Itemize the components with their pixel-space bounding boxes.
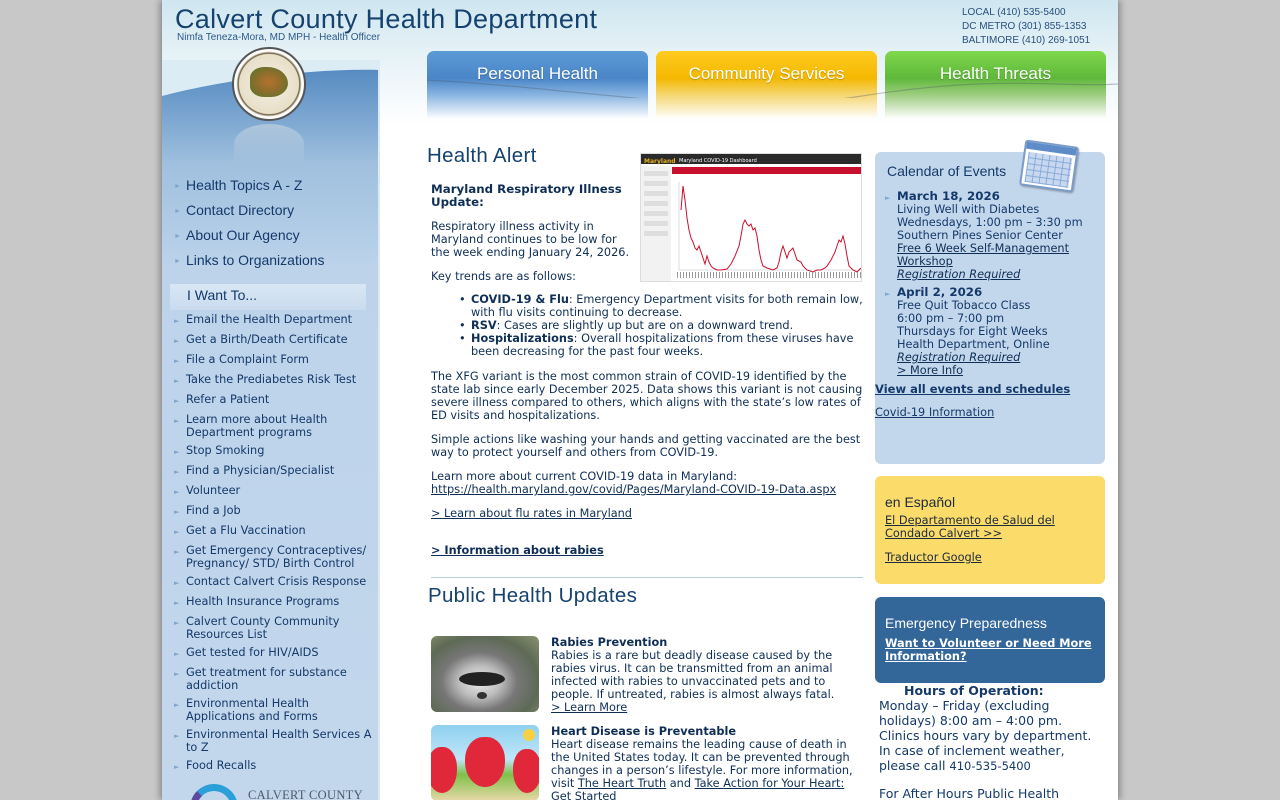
arrow-right-icon: ► [885,290,891,298]
i-want-to-list [174,313,374,779]
trend-item-hospitalizations: • Hospitalizations: Overall hospitalizations from these viruses have been decreasing for the past four weeks. [431,332,863,358]
event-item [885,286,1100,377]
iwant-volunteer[interactable]: ► Volunteer [174,484,241,497]
arrow-right-icon: ► [174,183,181,190]
calendar-panel [875,152,1105,464]
iwant-hiv-testing[interactable]: ► Get tested for HIV/AIDS [174,646,319,659]
take-action-heart-link[interactable]: Take Action for Your Heart: Get Started [551,777,845,800]
sidebar-item-about-agency[interactable]: ► About Our Agency [174,227,300,243]
covid-info-link[interactable]: Covid-19 Information [875,406,995,419]
update-rabies-body [551,636,865,714]
calendar-icon [1019,139,1079,192]
i-want-to-heading: I Want To... [170,284,366,310]
arrow-right-icon: ► [174,619,180,627]
calvert-logo-text: CALVERT COUNTY [248,788,363,800]
arrow-right-icon: ► [174,763,180,771]
event-line: Free Quit Tobacco Class [897,299,1031,312]
event-item [885,190,1100,281]
arrow-right-icon: ► [885,194,891,202]
flu-rates-link[interactable]: > Learn about flu rates in Maryland [431,507,632,520]
seal-reflection [234,124,304,164]
covid-dashboard-image[interactable] [640,153,862,282]
heart-figure [513,749,539,793]
arrow-right-icon: ► [174,377,180,385]
iwant-stop-smoking[interactable]: ► Stop Smoking [174,444,265,457]
diabetes-registration-link[interactable]: Registration Required [897,268,1021,281]
arrow-right-icon: ► [174,258,181,265]
calvert-county-logo[interactable] [190,784,390,800]
site-title[interactable]: Calvert County Health Department [175,4,598,34]
event-date: April 2, 2026 [897,285,983,299]
event-details [897,286,1050,377]
espanol-panel [875,476,1105,584]
phone-local: LOCAL (410) 535-5400 [962,7,1066,18]
iwant-food-recalls[interactable]: ► Food Recalls [174,759,257,772]
phone-baltimore: BALTIMORE (410) 269-1051 [962,35,1091,46]
page-container [162,0,1118,800]
espanol-title: en Español [885,494,956,510]
heart-truth-link[interactable]: The Heart Truth [577,777,667,790]
update-rabies-title: Rabies Prevention [551,636,668,649]
trends-list [431,293,863,358]
iwant-email-department[interactable]: ► Email the Health Department [174,313,353,326]
arrow-right-icon: ► [174,650,180,658]
event-line: Living Well with Diabetes [897,203,1040,216]
arrow-right-icon: ► [174,397,180,405]
phone-dc-metro: DC METRO (301) 855-1353 [962,21,1087,32]
heart-figure [431,747,457,793]
county-seal-logo[interactable] [232,47,306,121]
arrow-right-icon: ► [174,233,181,240]
raccoon-mask [459,672,505,686]
raccoon-nose [477,692,487,699]
emergency-title: Emergency Preparedness [885,615,1047,631]
update-heart-text: Heart disease remains the leading cause of death in the United States today. It can be prevented through changes in a person’s lifestyle. For more information, visit The Heart Truth and Take Action for Your Heart: Get Started [551,738,865,800]
arrow-right-icon: ► [174,579,180,587]
iwant-birth-death-certificate[interactable]: ► Get a Birth/Death Certificate [174,333,348,346]
dashboard-title: Maryland COVID-19 Dashboard [679,158,757,164]
tab-personal-health[interactable]: Personal Health [427,51,648,119]
tab-health-threats[interactable]: Health Threats [885,51,1106,119]
public-health-updates-heading: Public Health Updates [428,584,638,607]
section-divider [431,577,863,578]
iwant-env-health-forms[interactable]: ► Environmental Health Applications and Forms [174,697,318,723]
calvert-logo-ring-icon [190,784,238,800]
covid-data-link[interactable]: https://health.maryland.gov/covid/Pages/Maryland-COVID-19-Data.aspx [431,483,837,496]
arrow-right-icon: ► [174,337,180,345]
arrow-right-icon: ► [174,548,180,556]
diabetes-workshop-link[interactable]: Free 6 Week Self-Management Workshop [897,242,1069,268]
volunteer-info-link[interactable]: Want to Volunteer or Need More Information? [885,637,1092,663]
trends-intro: Key trends are as follows: [431,270,576,283]
sidebar-item-contact-directory[interactable]: ► Contact Directory [174,202,295,218]
phone-numbers [962,6,1090,48]
after-hours-text: For After Hours Public Health [879,786,1060,800]
actions-paragraph: Simple actions like washing your hands and getting vaccinated are the best way to protect yourself and others from COVID-19. [431,433,861,459]
update-heart-title: Heart Disease is Preventable [551,725,736,738]
iwant-env-health-services[interactable]: ► Environmental Health Services A to Z [174,728,372,754]
health-alert-heading: Health Alert [427,144,537,167]
case-rate-line-chart [677,180,861,280]
update-rabies [431,636,863,716]
arrow-right-icon: ► [174,448,180,456]
learn-more-text: Learn more about current COVID-19 data in Maryland: [431,470,738,483]
maryland-logo: Maryland [644,158,676,165]
event-line: 6:00 pm – 7:00 pm [897,312,1005,325]
spanish-department-link[interactable]: El Departamento de Salud del Condado Calvert >> [885,514,1055,540]
hours-title: Hours of Operation: [904,683,1044,698]
cartoon-hearts-image[interactable] [431,725,539,800]
arrow-right-icon: ► [174,732,180,740]
raccoon-image[interactable] [431,636,539,712]
view-all-events-link[interactable]: View all events and schedules [875,382,1071,396]
calendar-title: Calendar of Events [887,163,1007,179]
arrow-right-icon: ► [174,599,180,607]
dashboard-header-bar [641,154,861,164]
alert-intro: Respiratory illness activity in Maryland continues to be low for the week ending January 24, 2026. [431,220,630,259]
sidebar-item-links-organizations[interactable]: ► Links to Organizations [174,252,325,268]
rabies-info-link[interactable]: > Information about rabies [431,544,604,557]
arrow-right-icon: ► [174,528,180,536]
variant-paragraph: The XFG variant is the most common strain of COVID-19 identified by the state lab since early December 2025. Data shows this variant is not causing severe illness compared to others, which aligns with the state’s low rates of ED visits and hospitalizations. [431,370,863,422]
sidebar-main-nav [174,177,325,277]
alert-subheading: Maryland Respiratory Illness Update: [431,182,622,209]
rabies-learn-more-link[interactable]: > Learn More [551,701,628,714]
iwant-substance-treatment[interactable]: ► Get treatment for substance addiction [174,666,347,692]
cornucopia-icon [250,67,288,97]
update-heart-disease [431,725,863,800]
event-line: Thursdays for Eight Weeks [897,325,1048,338]
events-list [885,190,1100,382]
event-line: Wednesdays, 1:00 pm – 3:30 pm [897,216,1083,229]
arrow-right-icon: ► [174,357,180,365]
arrow-right-icon: ► [174,208,181,215]
arrow-right-icon: ► [174,468,180,476]
google-translate-link[interactable]: Traductor Google [885,551,982,564]
dashboard-side-menu [641,166,671,282]
arrow-right-icon: ► [174,317,180,325]
arrow-right-icon: ► [174,417,180,425]
sun-icon [523,729,535,741]
trend-item-rsv: • RSV: Cases are slightly up but are on a downward trend. [431,319,863,332]
iwant-complaint-form[interactable]: ► File a Complaint Form [174,353,309,366]
trend-item-covid-flu: • COVID-19 & Flu: Emergency Department visits for both remain low, with flu visits continuing to decrease. [431,293,863,319]
iwant-emergency-contraceptives[interactable]: ► Get Emergency Contraceptives/ Pregnancy/ STD/ Birth Control [174,544,367,570]
sidebar-item-health-topics[interactable]: ► Health Topics A - Z [174,177,303,193]
iwant-learn-programs[interactable]: ► Learn more about Health Department programs [174,413,328,439]
event-details [897,190,1100,281]
hours-text: Monday – Friday (excluding holidays) 8:00 am – 4:00 pm. Clinics hours vary by department. In case of inclement weather, please call 410-535-5400 [879,698,1092,773]
arrow-right-icon: ► [174,508,180,516]
iwant-find-physician[interactable]: ► Find a Physician/Specialist [174,464,335,477]
arrow-right-icon: ► [174,701,180,709]
iwant-find-job[interactable]: ► Find a Job [174,504,241,517]
arrow-right-icon: ► [174,670,180,678]
iwant-flu-vaccination[interactable]: ► Get a Flu Vaccination [174,524,306,537]
hours-of-operation [879,683,1105,800]
iwant-health-insurance[interactable]: ► Health Insurance Programs [174,595,340,608]
arrow-right-icon: ► [174,488,180,496]
health-officer-subtitle: Nimfa Teneza-Mora, MD MPH - Health Officer [177,32,381,43]
tab-community-services[interactable]: Community Services [656,51,877,119]
update-heart-body [551,725,865,800]
iwant-crisis-response[interactable]: ► Contact Calvert Crisis Response [174,575,367,588]
event-date: March 18, 2026 [897,189,1000,203]
dashboard-chart-title-bar [672,167,862,174]
iwant-community-resources[interactable]: ► Calvert County Community Resources List [174,615,340,641]
emergency-preparedness-panel [875,597,1105,683]
update-rabies-text: Rabies is a rare but deadly disease caused by the rabies virus. It can be transmitted from an animal infected with rabies to unvaccinated pets and to people. If untreated, rabies is almost always fatal. [551,649,835,701]
event-line: Health Department, Online [897,338,1050,351]
heart-figure [465,737,505,787]
tobacco-more-info-link[interactable]: > More Info [897,364,964,377]
iwant-refer-patient[interactable]: ► Refer a Patient [174,393,270,406]
hours-phone: 410-535-5400 [949,759,1031,773]
tobacco-registration-link[interactable]: Registration Required [897,351,1021,364]
iwant-prediabetes-test[interactable]: ► Take the Prediabetes Risk Test [174,373,357,386]
event-line: Southern Pines Senior Center [897,229,1063,242]
